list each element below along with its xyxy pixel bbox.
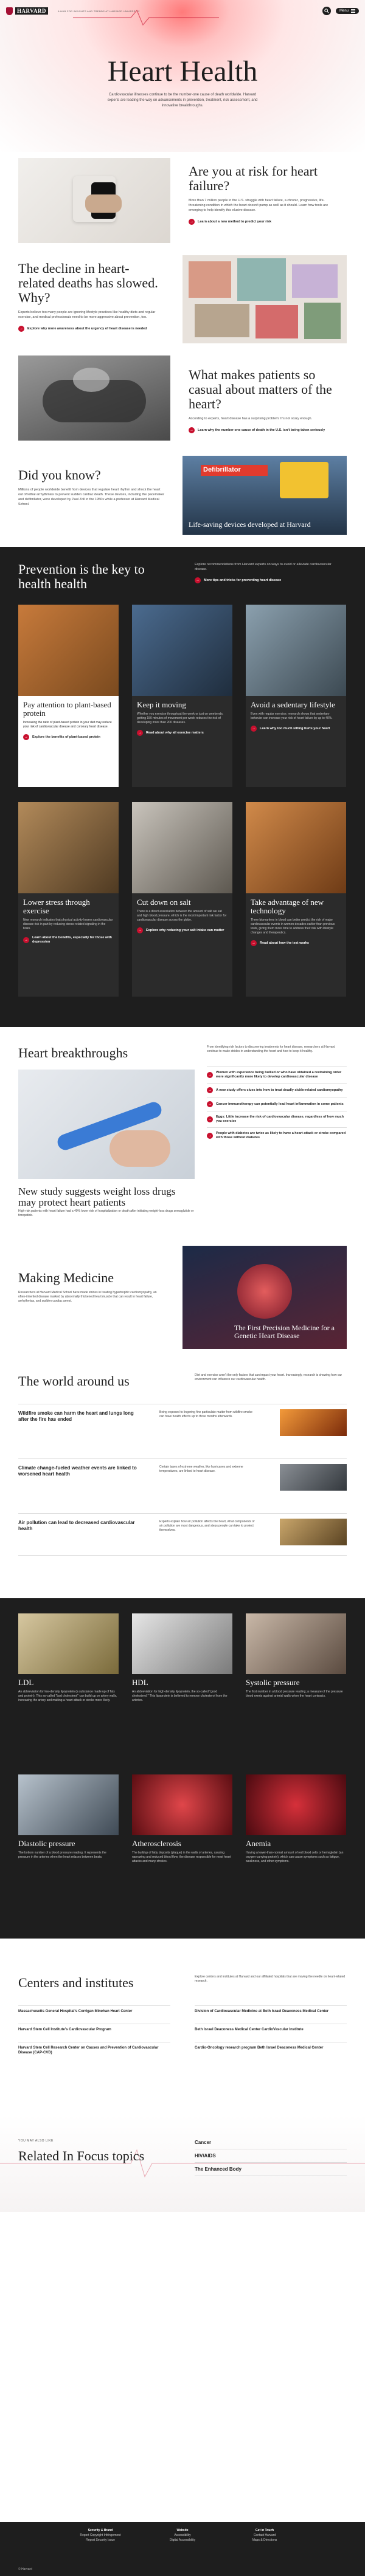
arrow-icon: → xyxy=(23,734,29,740)
risk-link[interactable] xyxy=(189,219,341,225)
breakthrough-item-4[interactable] xyxy=(207,1111,347,1127)
card-link-label: Read about how the test works xyxy=(260,941,309,945)
decline-text: Experts believe too many people are ignoring lifestyle practices like healthy diets and regular exercise, and medical professionals need to be more aggressive about prevention, too. xyxy=(18,311,156,319)
breakthroughs-section xyxy=(0,1027,365,1234)
card-link-label: Learn about the benefits, especially for those with depression xyxy=(32,936,112,944)
card-link-label: Read about why all exercise matters xyxy=(146,730,204,735)
world-title: The world around us xyxy=(18,1373,130,1389)
arrow-icon: → xyxy=(251,726,257,732)
decline-collage-image xyxy=(182,255,347,343)
did-you-know-title: Did you know? xyxy=(18,467,101,483)
exercise-image xyxy=(132,605,232,696)
casual-image xyxy=(18,355,170,441)
related-topic-2[interactable]: HIV/AIDS xyxy=(195,2149,347,2163)
logo-text: HARVARD xyxy=(15,7,48,15)
hamburger-icon xyxy=(351,9,355,13)
card-link-label: Explore the benefits of plant-based protein xyxy=(32,735,100,739)
medicine-title: Making Medicine xyxy=(18,1270,114,1285)
prevention-section xyxy=(0,547,365,1027)
making-medicine-section xyxy=(0,1246,365,1355)
glossary-title: LDL xyxy=(18,1678,34,1687)
center-link-3[interactable]: Harvard Stem Cell Research Center on Causes and Prevention of Cardiovascular Disease (CAP-CVD) xyxy=(18,2042,170,2055)
card-text: New research indicates that physical activity lowers cardiovascular disease risk in part by reducing stress-related signaling in the brain. xyxy=(23,918,113,930)
medicine-caption: The First Precision Medicine for a Genetic Heart Disease xyxy=(234,1324,335,1340)
card-link[interactable] xyxy=(251,940,341,946)
world-row-title: Air pollution can lead to decreased cardiovascular health xyxy=(18,1520,135,1531)
world-row-1[interactable] xyxy=(18,1404,347,1446)
glossary-card-2[interactable] xyxy=(132,1613,232,1703)
related-eyebrow: YOU MAY ALSO LIKE xyxy=(18,2139,54,2143)
related-topic-1[interactable]: Cancer xyxy=(195,2136,347,2149)
breakthroughs-intro: From identifying risk factors to discovering treatments for heart disease, researchers at Harvard continue to make strides in understanding the heart and how to keep it healthy. xyxy=(207,1045,335,1053)
prevention-card-4[interactable] xyxy=(18,802,119,997)
centers-section xyxy=(0,1963,365,2084)
world-row-3[interactable] xyxy=(18,1513,347,1556)
arrow-icon: → xyxy=(137,730,143,736)
card-link-label: Explore why reducing your salt intake can matter xyxy=(146,928,224,932)
breakthrough-label: Eggs: Little increase the risk of cardiovascular disease, regardless of how much you exercise xyxy=(216,1115,344,1123)
prevention-card-1[interactable] xyxy=(18,605,119,787)
menu-label: Menu xyxy=(339,9,349,13)
site-tagline: A HUB FOR INSIGHTS AND TRENDS AT HARVARD UNIVERSITY xyxy=(58,9,140,13)
arrow-icon: → xyxy=(207,1116,213,1122)
arrow-icon: → xyxy=(207,1133,213,1139)
breakthroughs-title: Heart breakthroughs xyxy=(18,1045,128,1060)
weight-loss-drug-image[interactable] xyxy=(18,1070,195,1179)
atherosclerosis-image xyxy=(132,1774,232,1835)
search-icon[interactable] xyxy=(322,7,331,15)
plant-protein-image xyxy=(18,605,119,696)
glossary-text: Having a lower-than-normal amount of red blood cells or hemoglobin (an oxygen-carrying protein), which can cause symptoms such as fatigue, weakness, and other symptoms. xyxy=(246,1851,344,1863)
card-title: Cut down on salt xyxy=(137,898,191,907)
hero-intro: Cardiovascular illnesses continue to be the number-one cause of death worldwide. Harvard experts are leading the way on advancements in prevention, treatment, risk assessment, and innovative breakthroughs. xyxy=(107,93,258,108)
footer-link[interactable]: Contact Harvard xyxy=(253,2533,276,2537)
world-row-title: Climate change-fueled weather events are linked to worsened heart health xyxy=(18,1465,137,1477)
heartbeat-line-icon xyxy=(73,9,219,27)
glossary-card-1[interactable] xyxy=(18,1613,119,1703)
center-link-6[interactable]: Cardio-Oncology research program Beth Israel Deaconess Medical Center xyxy=(195,2042,347,2050)
breakthrough-item-1[interactable] xyxy=(207,1066,347,1083)
footer-col-1 xyxy=(73,2528,128,2543)
glossary-title: Systolic pressure xyxy=(246,1678,300,1687)
risk-image xyxy=(18,158,170,243)
decline-title: The decline in heart-related deaths has slowed. Why? xyxy=(18,261,158,305)
card-link[interactable] xyxy=(23,936,114,944)
center-link-1[interactable]: Massachusetts General Hospital's Corrigan Minehan Heart Center xyxy=(18,2005,170,2014)
breakthrough-label: Women with experience being bullied or who have obtained a restraining order were significantly more likely to develop cardiovascular disease xyxy=(216,1071,342,1079)
arrow-icon: → xyxy=(189,219,195,225)
risk-title: Are you at risk for heart failure? xyxy=(189,163,318,193)
breakthrough-item-5[interactable] xyxy=(207,1127,347,1144)
related-topic-3[interactable]: The Enhanced Body xyxy=(195,2163,347,2176)
footer xyxy=(0,2522,365,2576)
glossary-text: The buildup of fatty deposits (plaque) in the walls of arteries, causing narrowing and reduced blood flow; the disease responsible for most heart attacks and many strokes. xyxy=(132,1851,231,1863)
world-row-text: Being exposed to lingering fine particulate matter from wildfire smoke can have health effects up to three months afterwards. xyxy=(159,1410,252,1418)
arrow-icon: → xyxy=(251,940,257,946)
diastolic-image xyxy=(18,1774,119,1835)
breakthrough-list xyxy=(207,1066,347,1144)
world-row-text: Certain types of extreme weather, like hurricanes and extreme temperatures, are linked to heart disease. xyxy=(159,1465,243,1473)
footer-col-2 xyxy=(155,2528,210,2543)
arrow-icon: → xyxy=(18,326,24,332)
card-title: Pay attention to plant-based protein xyxy=(23,700,111,718)
menu-button[interactable] xyxy=(336,8,359,14)
center-link-4[interactable]: Division of Cardiovascular Medicine at Beth Israel Deaconess Medical Center xyxy=(195,2005,347,2014)
decline-link-label: Explore why more awareness about the urgency of heart disease is needed xyxy=(27,326,147,331)
footer-heading: Website xyxy=(176,2529,189,2532)
glossary-text: The first number in a blood pressure reading; a measure of the pressure blood exerts against arterial walls when the heart contracts. xyxy=(246,1690,343,1698)
world-row-text: Experts explain how air pollution affects the heart, what components of air pollution are most dangerous, and steps people can take to protect themselves. xyxy=(159,1520,255,1532)
precision-medicine-image[interactable] xyxy=(182,1246,347,1349)
prevention-link-label: More tips and tricks for preventing heart disease xyxy=(204,578,282,582)
prevention-title: Prevention is the key to health health xyxy=(18,562,145,591)
arrow-icon: → xyxy=(195,577,201,583)
shield-icon xyxy=(6,7,13,15)
medicine-text: Researchers at Harvard Medical School have made strides in treating hypertrophic cardiomyopathy, an often-inherited disease marked by abnormally thickened heart muscle that can result in heart failure, arrhythmias, and sudden cardiac arrest. xyxy=(18,1291,157,1303)
prevention-card-3[interactable] xyxy=(246,605,346,787)
card-title: Keep it moving xyxy=(137,700,186,709)
prevention-card-6[interactable] xyxy=(246,802,346,997)
casual-title: What makes patients so casual about matters of the heart? xyxy=(189,367,332,411)
casual-link[interactable] xyxy=(189,427,341,433)
glossary-title: HDL xyxy=(132,1678,148,1687)
defibrillator-caption: Life-saving devices developed at Harvard xyxy=(189,520,311,529)
decline-link[interactable] xyxy=(18,326,158,332)
related-title: Related In Focus topics xyxy=(18,2148,145,2163)
card-title: Avoid a sedentary lifestyle xyxy=(251,700,335,709)
footer-link[interactable]: Report Security Issue xyxy=(86,2538,115,2542)
page-title: Heart Health xyxy=(107,55,258,88)
glossary-text: An abbreviation for low-density lipoprotein (a substance made up of fats and protein). This so-called "bad cholesterol" can build up on artery walls, increasing the artery and making a heart attack or stroke more likely. xyxy=(18,1690,117,1702)
card-link[interactable] xyxy=(23,734,114,740)
wildfire-image xyxy=(280,1409,347,1436)
related-topics xyxy=(195,2136,347,2176)
footer-link[interactable]: Accessibility xyxy=(174,2533,191,2537)
glossary-card-5[interactable] xyxy=(132,1774,232,1864)
card-link[interactable] xyxy=(251,726,341,732)
related-section xyxy=(0,2115,365,2212)
copyright: © Harvard xyxy=(18,2567,32,2571)
centers-text: Explore centers and institutes at Harvard and our affiliated hospitals that are moving the needle on heart-related research. xyxy=(195,1975,345,1983)
feature-title[interactable]: New study suggests weight loss drugs may protect heart patients xyxy=(18,1186,176,1208)
arrow-icon: → xyxy=(207,1087,213,1093)
breakthrough-item-2[interactable] xyxy=(207,1083,347,1097)
footer-link[interactable]: Digital Accessibility xyxy=(169,2538,196,2542)
card-link[interactable] xyxy=(137,730,228,736)
glossary-card-4[interactable] xyxy=(18,1774,119,1860)
card-text: Whether you exercise throughout the week or just on weekends, getting 150 minutes of movement per week reduces the risk of developing more than 200 diseases. xyxy=(137,712,224,724)
card-link-label: Learn why too much sitting hurts your heart xyxy=(260,726,330,730)
anemia-image xyxy=(246,1774,346,1835)
glossary-title: Anemia xyxy=(246,1839,271,1848)
feature-text: High-risk patients with heart failure had a 40% lower risk of hospitalization or death after initiating weight-loss drugs semaglutide or tirzepatide. xyxy=(18,1209,194,1217)
risk-text: More than 7 million people in the U.S. struggle with heart failure, a chronic, progressive, life-threatening condition in which the heart doesn't pump as well as it should. Learn how tools are emerging to help identify this elusive disease. xyxy=(189,199,328,212)
arrow-icon: → xyxy=(207,1101,213,1107)
salt-image xyxy=(132,802,232,893)
ldl-image xyxy=(18,1613,119,1674)
casual-link-label: Learn why the number-one cause of death in the U.S. isn't being taken seriously xyxy=(198,428,325,432)
prevention-link[interactable] xyxy=(195,577,281,583)
glossary-section xyxy=(0,1598,365,1939)
prevention-text: Explore recommendations from Harvard experts on ways to avoid or alleviate cardiovascular disease. xyxy=(195,563,332,571)
glossary-text: The bottom number of a blood pressure reading. It represents the pressure in the arteries when the heart relaxes between beats. xyxy=(18,1851,106,1859)
card-text: Three biomarkers in blood can better predict the risk of major cardiovascular events in women decades earlier than previous tools, giving them more time to address their risk with lifestyle changes and therapeutics. xyxy=(251,918,335,935)
glossary-text: An abbreviation for high-density lipoprotein, the so-called "good cholesterol." This lipoprotein is believed to remove cholesterol from the arteries. xyxy=(132,1690,228,1702)
arrow-icon: → xyxy=(189,427,195,433)
prevention-card-5[interactable] xyxy=(132,802,232,997)
sedentary-image xyxy=(246,605,346,696)
card-link[interactable] xyxy=(137,927,228,933)
footer-heading: Security & Brand xyxy=(88,2529,113,2532)
center-link-2[interactable]: Harvard Stem Cell Institute's Cardiovascular Program xyxy=(18,2024,170,2032)
defibrillator-image[interactable] xyxy=(182,456,347,535)
footer-heading: Get in Touch xyxy=(255,2529,274,2532)
arrow-icon: → xyxy=(207,1072,213,1078)
prevention-card-2[interactable] xyxy=(132,605,232,787)
center-link-5[interactable]: Beth Israel Deaconess Medical Center CardioVascular Institute xyxy=(195,2024,347,2032)
hdl-image xyxy=(132,1613,232,1674)
casual-section xyxy=(0,355,365,447)
defibrillator-sign: Defibrillator xyxy=(201,465,268,476)
card-title: Lower stress through exercise xyxy=(23,898,90,915)
glossary-title: Atherosclerosis xyxy=(132,1839,181,1848)
hero xyxy=(0,0,365,152)
breakthrough-label: People with diabetes are twice as likely to have a heart attack or stroke compared with those without diabetes xyxy=(216,1132,346,1139)
glossary-title: Diastolic pressure xyxy=(18,1839,75,1848)
footer-link[interactable]: Report Copyright Infringement xyxy=(80,2533,121,2537)
climate-image xyxy=(280,1464,347,1491)
decline-section xyxy=(0,255,365,346)
breakthrough-item-3[interactable] xyxy=(207,1097,347,1111)
card-text: Increasing the ratio of plant-based protein in your diet may reduce your risk of cardiovascular disease and coronary heart disease. xyxy=(23,721,112,729)
breakthrough-label: Cancer immunotherapy can potentially lead heart inflammation in some patients xyxy=(216,1102,344,1106)
glossary-card-3[interactable] xyxy=(246,1613,346,1698)
world-text: Diet and exercise aren't the only factors that can impact your heart. Increasingly, research is showing how our environment can influence our cardiovascular health. xyxy=(195,1373,342,1381)
card-title: Take advantage of new technology xyxy=(251,898,324,915)
card-text: There is a direct association between the amount of salt we eat and high blood pressure, which is the most important risk factor for cardiovascular disease across the globe. xyxy=(137,910,227,922)
centers-title: Centers and institutes xyxy=(18,1975,134,1990)
stress-exercise-image xyxy=(18,802,119,893)
air-pollution-image xyxy=(280,1519,347,1545)
harvard-logo[interactable] xyxy=(6,7,48,15)
risk-link-label: Learn about a new method to predict your risk xyxy=(198,219,272,224)
systolic-image xyxy=(246,1613,346,1674)
arrow-icon: → xyxy=(23,937,29,943)
did-you-know-text: Millions of people worldwide benefit from devices that regulate heart rhythm and shock the heart out of lethal arrhythmias to prevent sudden cardiac death. These devices, including the pacemaker and defibrillator, were developed by Paul Zoll in the 1950s while a professor at Harvard Medical School. xyxy=(18,488,164,506)
world-row-title: Wildfire smoke can harm the heart and lungs long after the fire has ended xyxy=(18,1410,134,1422)
world-section xyxy=(0,1361,365,1568)
card-text: Even with regular exercise, research shows that sedentary behavior can increase your risk of heart failure by up to 40%. xyxy=(251,712,333,720)
arrow-icon: → xyxy=(137,927,143,933)
glossary-card-6[interactable] xyxy=(246,1774,346,1864)
footer-link[interactable]: Maps & Directions xyxy=(252,2538,277,2542)
world-row-2[interactable] xyxy=(18,1458,347,1501)
footer-col-3 xyxy=(237,2528,292,2543)
did-you-know-section xyxy=(0,456,365,541)
technology-image xyxy=(246,802,346,893)
breakthrough-label: A new study offers clues into how to treat deadly sickle-related cardiomyopathy xyxy=(216,1088,343,1092)
casual-text: According to experts, heart disease has a surprising problem: It's not scary enough. xyxy=(189,417,313,421)
risk-section xyxy=(0,158,365,249)
